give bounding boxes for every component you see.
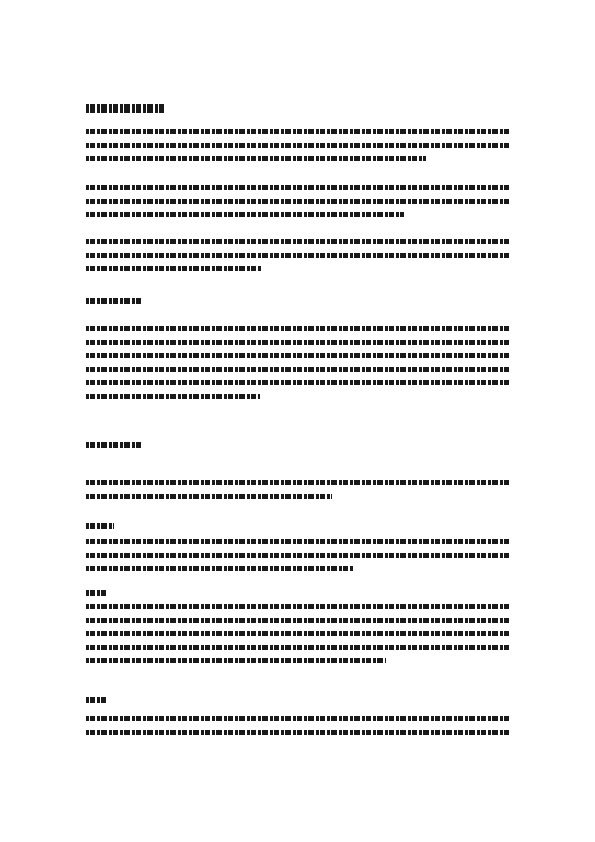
text-line [86,143,510,148]
paragraph-6 [86,539,510,580]
text-line [86,380,510,385]
text-line [86,553,510,558]
paragraph-3 [86,239,510,280]
paragraph-2 [86,185,510,226]
section-heading [86,697,106,703]
text-line [86,566,354,571]
paragraph-4 [86,326,510,407]
text-line [86,129,510,134]
heading-text [86,590,106,596]
text-line [86,253,510,258]
text-line [86,604,510,609]
text-line [86,730,510,735]
text-line [86,539,510,544]
text-line [86,156,426,161]
text-line [86,340,510,345]
text-line [86,353,510,358]
paragraph-1 [86,129,510,170]
heading-text [86,523,114,529]
text-line [86,199,510,204]
section-heading [86,590,106,596]
text-line [86,658,386,663]
text-line [86,716,510,721]
text-line [86,212,404,217]
page-title [86,104,166,113]
text-line [86,631,510,636]
heading-text [86,697,106,703]
section-heading [86,298,142,304]
text-line [86,185,510,190]
text-line [86,326,510,331]
title-text [86,104,166,113]
paragraph-7 [86,604,510,672]
heading-text [86,298,142,304]
text-line [86,494,332,499]
text-line [86,618,510,623]
text-line [86,239,510,244]
paragraph-8 [86,716,510,743]
text-line [86,266,262,271]
section-heading [86,442,142,448]
heading-text [86,442,142,448]
text-line [86,367,510,372]
text-line [86,394,260,399]
text-line [86,480,510,485]
section-heading [86,523,114,529]
paragraph-5 [86,480,510,507]
text-line [86,645,510,650]
